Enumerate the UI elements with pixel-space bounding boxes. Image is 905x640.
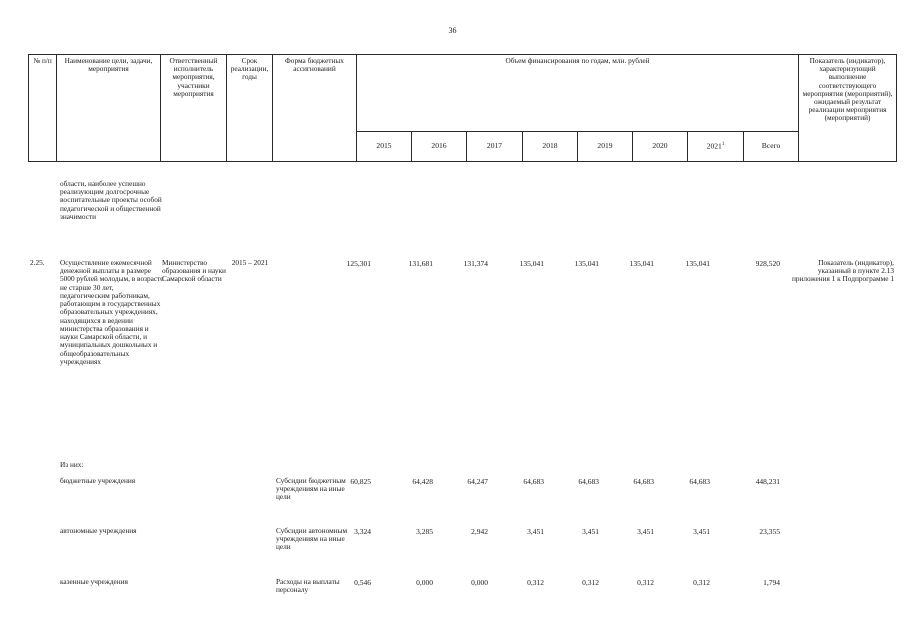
row-value-2020: 135,041 (629, 259, 654, 268)
sub-row-total: 448,231 (755, 477, 780, 486)
row-value-2018: 135,041 (519, 259, 544, 268)
row-responsible: Министерство образования и науки Самарской области (162, 258, 226, 284)
sub-row-value: 0,312 (527, 578, 544, 587)
sub-row-value: 0,312 (637, 578, 654, 587)
row-value-2021: 135,041 (685, 259, 710, 268)
sub-row-value: 64,683 (633, 477, 654, 486)
row-value-total: 928,520 (755, 259, 780, 268)
row-name: Осуществление ежемесячной денежной выплаты в размере 5000 рублей молодым, в возрасте не старше 30 лет, педагогическим работникам, работающим в государственных образовательных учреждениях, находящихся в ведении министерства образования и науки Самарской области, и муниципальных дошкольных и общеобразовательных учреждениях (60, 258, 164, 366)
of-which-label: Из них: (60, 460, 84, 469)
continuation-text: области, наиболее успешно реализующим долгосрочные воспитательные проекты особой педагогической и общественной значимости (60, 179, 162, 221)
year-2021-label: 2021 (706, 141, 722, 151)
footnote-mark: 1 (721, 141, 725, 147)
header-col-number: № п/п (29, 55, 57, 162)
sub-row-value: 0,312 (693, 578, 710, 587)
sub-row-form: Субсидии автономным учреждениям на иные цели (276, 526, 348, 552)
header-col-indicator: Показатель (индикатор), характеризующий выполнение соответствующего мероприятия (мероприятий), ожидаемый результат реализации мероприятия (мероприятий) (799, 55, 897, 162)
header-year-2016: 2016 (412, 132, 467, 162)
sub-row-form: Расходы на выплаты персоналу (276, 577, 340, 595)
sub-row-value: 2,942 (471, 527, 488, 536)
sub-row-value: 60,825 (350, 477, 371, 486)
sub-row-value: 3,451 (637, 527, 654, 536)
header-total: Всего (744, 132, 799, 162)
sub-row-value: 0,312 (582, 578, 599, 587)
header-year-2020: 2020 (633, 132, 688, 162)
table-header (28, 54, 897, 162)
sub-row-value: 0,546 (354, 578, 371, 587)
header-col-responsible: Ответственный исполнитель мероприятия, участники мероприятия (161, 55, 227, 162)
sub-row-value: 3,285 (416, 527, 433, 536)
header-year-2017: 2017 (467, 132, 523, 162)
sub-row-total: 23,355 (759, 527, 780, 536)
header-year-2021 (688, 132, 744, 162)
row-value-2017: 131,374 (463, 259, 488, 268)
sub-row-value: 3,451 (527, 527, 544, 536)
header-year-2018: 2018 (523, 132, 578, 162)
header-col-funding: Объем финансирования по годам, млн. рублей (357, 55, 799, 132)
sub-row-value: 64,247 (467, 477, 488, 486)
header-col-name: Наименование цели, задачи, мероприятия (57, 55, 161, 162)
sub-row-total: 1,794 (763, 578, 780, 587)
row-value-2015: 125,301 (346, 259, 371, 268)
header-year-2015: 2015 (357, 132, 412, 162)
row-number: 2.25. (30, 258, 45, 267)
row-term: 2015 – 2021 (231, 258, 269, 267)
sub-row-name: бюджетные учреждения (60, 476, 136, 485)
header-col-term: Срок реализации, годы (227, 55, 273, 162)
sub-row-value: 64,683 (523, 477, 544, 486)
sub-row-value: 64,428 (412, 477, 433, 486)
sub-row-value: 0,000 (416, 578, 433, 587)
sub-row-value: 0,000 (471, 578, 488, 587)
sub-row-form: Субсидии бюджетным учреждениям на иные цели (276, 476, 346, 502)
page-number: 36 (448, 26, 457, 35)
sub-row-value: 3,324 (354, 527, 371, 536)
header-col-form: Форма бюджетных ассигнований (273, 55, 357, 162)
sub-row-value: 3,451 (582, 527, 599, 536)
sub-row-value: 64,683 (578, 477, 599, 486)
header-year-2019: 2019 (578, 132, 633, 162)
sub-row-value: 64,683 (689, 477, 710, 486)
sub-row-name: автономные учреждения (60, 526, 137, 535)
row-value-2016: 131,681 (408, 259, 433, 268)
row-indicator: Показатель (индикатор), указанный в пункте 2.13 приложения 1 к Подпрограмме 1 (791, 258, 894, 284)
row-value-2019: 135,041 (574, 259, 599, 268)
sub-row-name: казенные учреждения (60, 577, 128, 586)
sub-row-value: 3,451 (693, 527, 710, 536)
